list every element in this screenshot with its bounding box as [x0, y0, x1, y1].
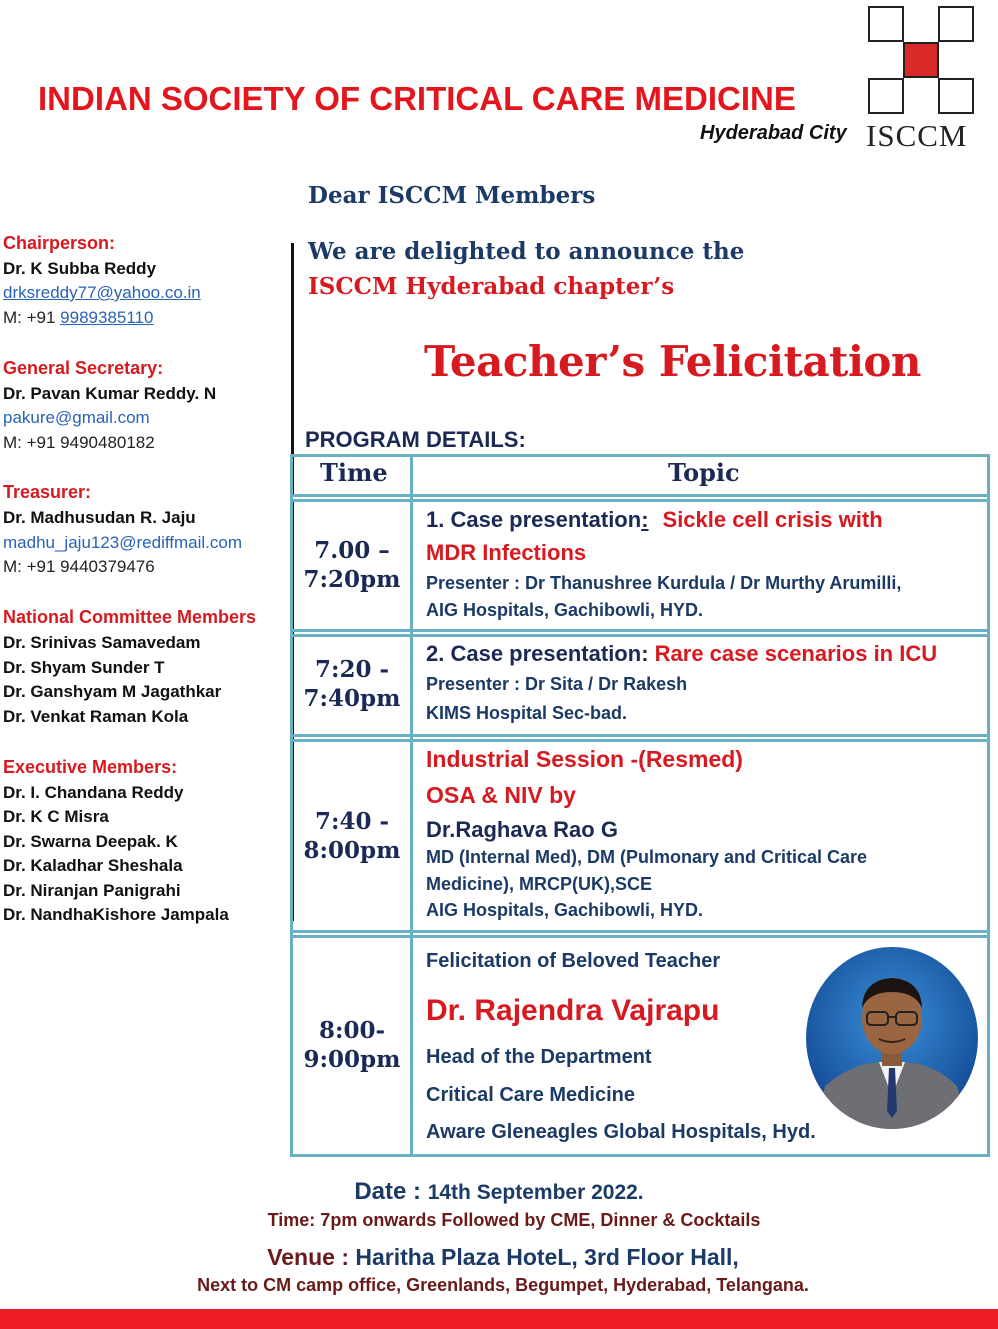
- topic-label: 1. Case presentation: [426, 507, 642, 532]
- date-value: 14th September 2022.: [427, 1181, 644, 1204]
- city-subtitle: Hyderabad City: [700, 122, 847, 144]
- venue-value: Haritha Plaza HoteL, 3rd Floor Hall,: [355, 1244, 739, 1270]
- general-secretary-phone: M: +91 9490480182: [3, 433, 155, 452]
- time-start: 7:40 -: [314, 808, 390, 835]
- committee-member: Dr. Venkat Raman Kola: [3, 707, 189, 726]
- treasurer-name: Dr. Madhusudan R. Jaju: [3, 508, 196, 527]
- venue-label: Venue :: [267, 1244, 356, 1270]
- event-address: Next to CM camp office, Greenlands, Begumpet, Hyderabad, Telangana.: [197, 1275, 809, 1295]
- honoree-role: Head of the Department: [426, 1046, 652, 1068]
- row3-speaker: Dr.Raghava Rao G: [426, 817, 618, 842]
- row2-venue: KIMS Hospital Sec-bad.: [426, 703, 628, 723]
- announcement-line-2: ISCCM Hyderabad chapter’s: [308, 273, 675, 300]
- isccm-logo-icon: [868, 6, 974, 114]
- executive-member: Dr. I. Chandana Reddy: [3, 783, 184, 802]
- table-border: [290, 629, 990, 632]
- table-border: [290, 634, 990, 637]
- row2-topic-line1: [426, 641, 937, 667]
- topic-title: Rare case scenarios in ICU: [654, 641, 938, 666]
- general-secretary-name: Dr. Pavan Kumar Reddy. N: [3, 384, 217, 403]
- logo-text: ISCCM: [866, 118, 968, 153]
- program-details-label: PROGRAM DETAILS:: [305, 427, 526, 452]
- row2-presenter: Presenter : Dr Sita / Dr Rakesh: [426, 674, 688, 694]
- treasurer-heading: Treasurer:: [3, 482, 92, 502]
- chairperson-phone: [3, 306, 153, 331]
- time-end: 7:40pm: [303, 685, 401, 712]
- honoree-photo: [805, 946, 979, 1130]
- executive-member: Dr. Niranjan Panigrahi: [3, 881, 181, 900]
- table-border: [290, 734, 990, 737]
- footer-bar: [0, 1309, 998, 1329]
- time-end: 8:00pm: [303, 837, 401, 864]
- row3-subtitle: OSA & NIV by: [426, 782, 576, 808]
- topic-colon: :: [641, 507, 649, 532]
- general-secretary-email[interactable]: pakure@gmail.com: [3, 408, 150, 427]
- row1-topic-line2: MDR Infections: [426, 540, 587, 565]
- time-start: 8:00-: [318, 1017, 386, 1044]
- committee-member: Dr. Srinivas Samavedam: [3, 633, 201, 652]
- chairperson-name: Dr. K Subba Reddy: [3, 259, 157, 278]
- chairperson-email-link[interactable]: drksreddy77@yahoo.co.in: [3, 283, 201, 302]
- time-end: 7:20pm: [303, 566, 401, 593]
- row2-time: [293, 655, 411, 713]
- time-start: 7.00 –: [314, 537, 390, 564]
- executive-member: Dr. K C Misra: [3, 807, 109, 826]
- treasurer-phone: M: +91 9440379476: [3, 557, 155, 576]
- row3-credentials-2: Medicine), MRCP(UK),SCE: [426, 874, 653, 894]
- topic-title: Sickle cell crisis with: [662, 507, 883, 532]
- event-date: [0, 1178, 998, 1206]
- honoree-department: Critical Care Medicine: [426, 1084, 635, 1106]
- row1-presenter: Presenter : Dr Thanushree Kurdula / Dr Murthy Arumilli,: [426, 573, 902, 593]
- honoree-hospital: Aware Gleneagles Global Hospitals, Hyd.: [426, 1121, 816, 1143]
- table-border: [290, 935, 990, 938]
- time-end: 9:00pm: [303, 1046, 401, 1073]
- committee-member: Dr. Ganshyam M Jagathkar: [3, 682, 222, 701]
- row3-credentials-1: MD (Internal Med), DM (Pulmonary and Critical Care: [426, 847, 868, 867]
- table-border: [987, 454, 990, 1157]
- topic-label: 2. Case presentation:: [426, 641, 655, 666]
- date-label: Date :: [354, 1178, 428, 1205]
- chairperson-heading: Chairperson:: [3, 233, 116, 253]
- table-border: [290, 1154, 990, 1157]
- column-header-topic: Topic: [668, 458, 740, 487]
- org-title: INDIAN SOCIETY OF CRITICAL CARE MEDICINE: [38, 80, 796, 117]
- table-border: [290, 454, 990, 457]
- treasurer-email[interactable]: madhu_jaju123@rediffmail.com: [3, 533, 243, 552]
- event-title: Teacher’s Felicitation: [424, 337, 921, 386]
- table-border: [290, 499, 990, 502]
- column-header-time: Time: [320, 458, 388, 487]
- committee-member: Dr. Shyam Sunder T: [3, 658, 165, 677]
- table-border: [290, 739, 990, 742]
- row1-venue: AIG Hospitals, Gachibowli, HYD.: [426, 600, 704, 620]
- row3-venue: AIG Hospitals, Gachibowli, HYD.: [426, 900, 704, 920]
- row4-intro: Felicitation of Beloved Teacher: [426, 950, 721, 972]
- row4-time: [293, 1016, 411, 1074]
- time-start: 7:20 -: [314, 656, 390, 683]
- row3-time: [293, 807, 411, 865]
- general-secretary-heading: General Secretary:: [3, 358, 164, 378]
- row1-time: [293, 536, 411, 594]
- executive-member: Dr. Swarna Deepak. K: [3, 832, 178, 851]
- salutation: Dear ISCCM Members: [308, 182, 596, 209]
- national-committee-heading: National Committee Members: [3, 607, 257, 627]
- honoree-name: Dr. Rajendra Vajrapu: [426, 994, 720, 1027]
- phone-prefix: M: +91: [3, 308, 61, 327]
- table-border: [290, 930, 990, 933]
- event-time: Time: 7pm onwards Followed by CME, Dinner & Cocktails: [267, 1210, 761, 1230]
- announcement-line-1: We are delighted to announce the: [308, 238, 745, 265]
- row3-title: Industrial Session -(Resmed): [426, 746, 743, 772]
- executive-member: Dr. NandhaKishore Jampala: [3, 905, 229, 924]
- executive-members-heading: Executive Members:: [3, 757, 178, 777]
- row1-topic-line1: [426, 507, 883, 533]
- executive-member: Dr. Kaladhar Sheshala: [3, 856, 183, 875]
- chairperson-phone-link[interactable]: 9989385110: [60, 308, 154, 327]
- event-venue: [0, 1244, 998, 1271]
